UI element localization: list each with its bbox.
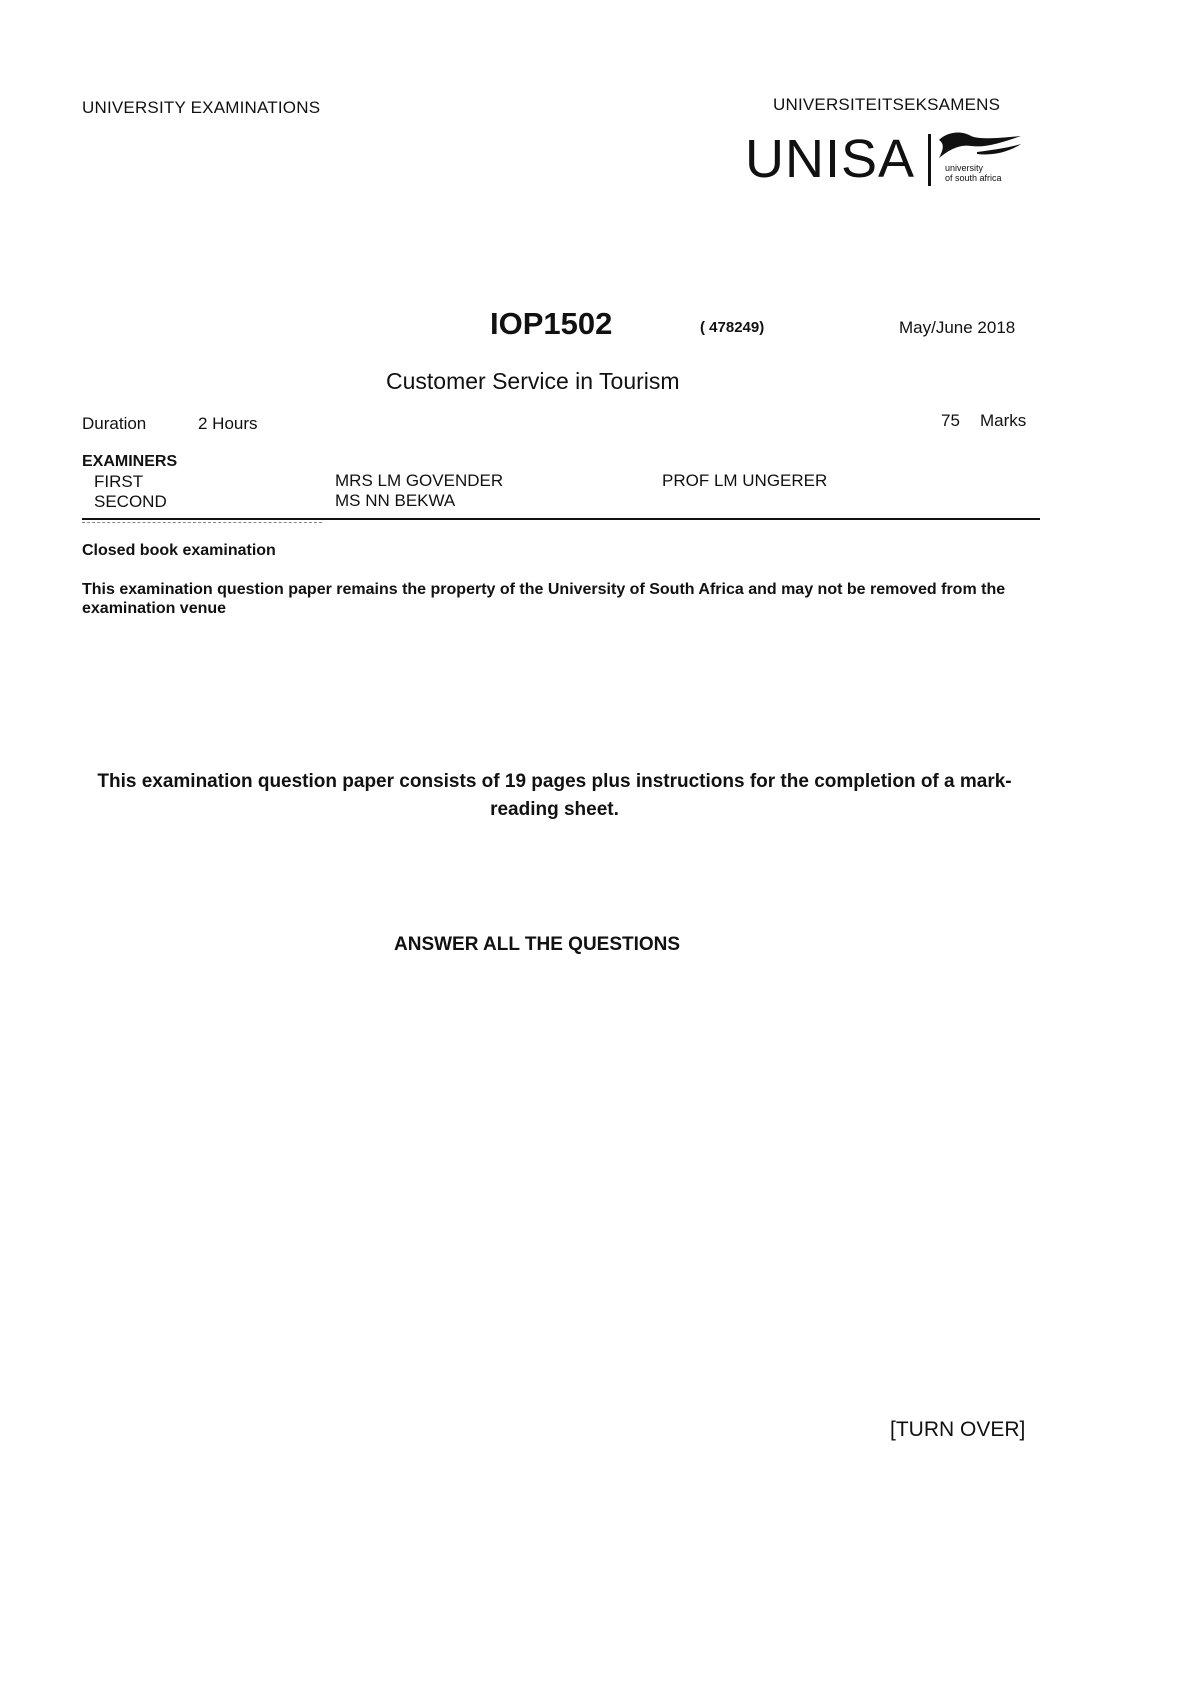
course-code: IOP1502 — [490, 306, 613, 341]
turn-over-text: [TURN OVER] — [890, 1418, 1026, 1441]
marks-label: Marks — [980, 411, 1027, 430]
pages-note: This examination question paper consists of 19 pages plus instructions for the completion of a mark-reading sheet. — [97, 771, 1012, 820]
header-right-text: UNIVERSITEITSEKSAMENS — [773, 95, 1001, 114]
second-examiner-name: MS NN BEKWA — [335, 491, 456, 510]
logo-subtitle-line2: of south africa — [945, 173, 1002, 183]
duration-value: 2 Hours — [198, 414, 258, 433]
logo-wordmark: UNISA — [745, 129, 916, 189]
property-note: This examination question paper remains the property of the University of South Africa and may not be removed from the examination venue — [82, 581, 1006, 617]
paper-number: ( 478249) — [700, 319, 765, 336]
answer-all-instruction: ANSWER ALL THE QUESTIONS — [394, 934, 681, 955]
logo-divider — [928, 134, 931, 186]
bird-icon — [937, 128, 1023, 162]
divider-dashed-line — [82, 522, 322, 523]
unisa-logo — [745, 128, 1025, 198]
divider-line — [82, 518, 1040, 520]
course-title: Customer Service in Tourism — [386, 368, 680, 394]
first-examiner-label: FIRST — [94, 472, 144, 491]
first-examiner-name: MRS LM GOVENDER — [335, 471, 504, 490]
header-left-text: UNIVERSITY EXAMINATIONS — [82, 98, 321, 117]
closed-book-note: Closed book examination — [82, 542, 276, 559]
exam-session: May/June 2018 — [899, 318, 1016, 337]
examiners-heading: EXAMINERS — [82, 453, 178, 470]
logo-subtitle-line1: university — [945, 163, 984, 173]
marks-value: 75 — [941, 411, 960, 430]
duration-label: Duration — [82, 414, 147, 433]
second-examiner-label: SECOND — [94, 492, 167, 511]
first-examiner-name: PROF LM UNGERER — [662, 471, 828, 490]
